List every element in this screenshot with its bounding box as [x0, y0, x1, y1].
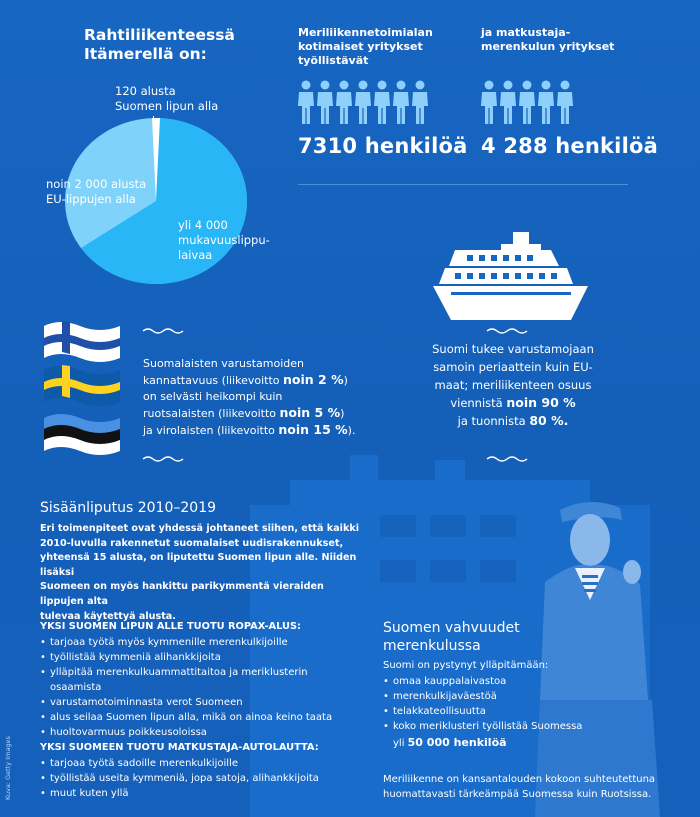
person-icon	[355, 81, 371, 125]
person-icon	[519, 81, 535, 125]
flags-illustration	[40, 318, 124, 466]
wave-divider-icon	[142, 327, 184, 335]
ropax-title: YKSI SUOMEN LIPUN ALLE TUOTU ROPAX-ALUS:	[40, 621, 301, 632]
image-credit: Kuva: Getty Images	[4, 736, 12, 800]
pie-title-line2: Itämerellä on:	[84, 45, 207, 63]
people-icon-group-left	[298, 80, 436, 125]
profit-line4-pre: ruotsalaisten (liikevoitto	[143, 407, 280, 420]
car-ferry-list	[40, 756, 360, 801]
person-icon	[298, 81, 314, 125]
list-item-continuation-text: huoltovarmuus poikkeusoloissa	[50, 727, 207, 738]
profit-text	[143, 356, 368, 439]
list-item: • merenkulkijaväestöä	[383, 689, 643, 704]
pie-label-flags-line2: mukavuuslippu-	[178, 233, 270, 247]
estonia-flag-icon	[44, 414, 120, 455]
pie-title	[84, 26, 235, 64]
list-item: • työllistää useita kymmeniä, jopa satoja, alihankkijoita	[40, 771, 360, 786]
pie-label-eu	[46, 177, 146, 207]
employment-right-heading-line1: ja matkustaja-	[481, 26, 571, 39]
list-item-continuation	[40, 725, 360, 740]
employment-left-heading	[298, 26, 433, 68]
strengths-title-line2: merenkulussa	[383, 638, 481, 654]
profit-line4-post: )	[340, 407, 345, 420]
person-icon	[557, 81, 573, 125]
people-icon-group-right	[481, 80, 581, 125]
strengths-intro: Suomi on pystynyt ylläpitämään:	[383, 660, 549, 671]
support-export-value: noin 90 %	[506, 395, 576, 410]
profit-estonia-value: noin 15 %	[278, 422, 348, 437]
support-line5-pre: ja tuonnista	[457, 414, 530, 428]
person-icon	[481, 81, 497, 125]
support-text	[398, 340, 628, 430]
employment-left-heading-line1: Meriliikennetoimialan	[298, 26, 433, 39]
profit-line5-post: ).	[347, 424, 356, 437]
flagging-line1: Eri toimenpiteet ovat yhdessä johtaneet siihen, että kaikki	[40, 523, 359, 534]
list-item: • työllistää kymmeniä alihankkijoita	[40, 650, 360, 665]
car-ferry-title: YKSI SUOMEEN TUOTU MATKUSTAJA-AUTOLAUTTA:	[40, 742, 319, 753]
pie-title-line1: Rahtiliikenteessä	[84, 26, 235, 44]
strengths-employment-value: 50 000 henkilöä	[407, 736, 507, 749]
list-item: • tarjoaa työtä myös kymmenille merenkulkijoille	[40, 635, 360, 650]
list-item: • ylläpitää merenkulkuammattitaitoa ja meriklusterin osaamista	[40, 665, 360, 695]
person-icon	[317, 81, 333, 125]
strengths-footer-line2: huomattavasti tärkeämpää Suomessa kuin Ruotsissa.	[383, 789, 652, 800]
list-item: • omaa kauppalaivastoa	[383, 674, 643, 689]
profit-line5	[143, 422, 368, 439]
wave-divider-icon	[486, 327, 528, 335]
support-line4-pre: viennistä	[450, 396, 507, 410]
person-icon	[336, 81, 352, 125]
strengths-footer-line1: Meriliikenne on kansantalouden kokoon suhteutettuna	[383, 774, 656, 785]
pie-label-finnish-line1: 120 alusta	[115, 84, 176, 98]
strengths-footer	[383, 772, 655, 802]
pie-label-finnish-line2: Suomen lipun alla	[115, 99, 219, 113]
support-line2: samoin periaattein kuin EU-	[433, 360, 593, 374]
list-item: • koko meriklusteri työllistää Suomessa	[383, 719, 643, 734]
profit-line2-pre: kannattavuus (liikevoitto	[143, 374, 284, 387]
flagging-line3: yhteensä 15 alusta, on liputettu Suomen lipun alle. Niiden lisäksi	[40, 552, 357, 578]
list-item: • alus seilaa Suomen lipun alla, mikä on ainoa keino taata	[40, 710, 360, 725]
person-icon	[374, 81, 390, 125]
strengths-title	[383, 619, 520, 655]
flagging-line5: tulevaa käytettyä alusta.	[40, 610, 176, 622]
person-icon	[538, 81, 554, 125]
employment-right-heading	[481, 26, 614, 54]
finland-flag-icon	[44, 321, 120, 362]
profit-line1: Suomalaisten varustamoiden	[143, 357, 305, 370]
profit-line4	[143, 405, 368, 422]
list-item: • telakkateollisuutta	[383, 704, 643, 719]
employment-right-value: 4 288 henkilöä	[481, 134, 658, 158]
flagging-text	[40, 522, 370, 624]
profit-finland-value: noin 2 %	[283, 372, 344, 387]
flagging-line2: 2010-luvulla rakennetut suomalaiset uudisrakennukset,	[40, 537, 344, 549]
cruise-ship-icon	[433, 232, 588, 322]
strengths-employment	[393, 736, 507, 749]
wave-divider-icon	[142, 455, 184, 463]
sweden-flag-icon	[44, 365, 120, 406]
profit-line2-post: )	[343, 374, 348, 387]
employment-left-heading-line2: kotimaiset yritykset	[298, 40, 423, 53]
strengths-title-line1: Suomen vahvuudet	[383, 620, 520, 636]
pie-label-finnish	[115, 84, 218, 114]
list-item: • muut kuten yllä	[40, 786, 360, 801]
strengths-employment-pre: yli	[393, 738, 408, 749]
support-line1: Suomi tukee varustamojaan	[432, 342, 594, 356]
profit-line2	[143, 372, 368, 389]
list-item: • tarjoaa työtä sadoille merenkulkijoille	[40, 756, 360, 771]
flagging-line4: Suomeen on myös hankittu parikymmentä vieraiden lippujen alta	[40, 581, 324, 607]
flagging-title: Sisäänliputus 2010–2019	[40, 500, 217, 516]
ropax-list	[40, 635, 360, 740]
pie-label-flags-line1: yli 4 000	[178, 218, 228, 232]
support-line3: maat; meriliikenteen osuus	[434, 378, 592, 392]
employment-right-heading-line2: merenkulun yritykset	[481, 40, 615, 53]
pie-label-flags-line3: laivaa	[178, 248, 213, 262]
divider-line	[298, 184, 628, 185]
profit-line5-pre: ja virolaisten (liikevoitto	[143, 424, 279, 437]
list-item: • varustamotoiminnasta verot Suomeen	[40, 695, 360, 710]
profit-line3: on selvästi heikompi kuin	[143, 390, 283, 403]
employment-left-heading-line3: työllistävät	[298, 54, 369, 67]
person-icon	[412, 81, 428, 125]
support-line4	[398, 394, 628, 412]
pie-leader-line	[153, 116, 154, 142]
profit-sweden-value: noin 5 %	[279, 405, 341, 420]
support-line5	[398, 412, 628, 430]
employment-left-value: 7310 henkilöä	[298, 134, 468, 158]
strengths-list	[383, 674, 643, 734]
pie-label-eu-line1: noin 2 000 alusta	[46, 177, 147, 191]
support-import-value: 80 %.	[529, 413, 569, 428]
pie-label-flags	[178, 218, 270, 263]
pie-label-eu-line2: EU-lippujen alla	[46, 192, 136, 206]
person-icon	[500, 81, 516, 125]
wave-divider-icon	[486, 455, 528, 463]
person-icon	[393, 81, 409, 125]
